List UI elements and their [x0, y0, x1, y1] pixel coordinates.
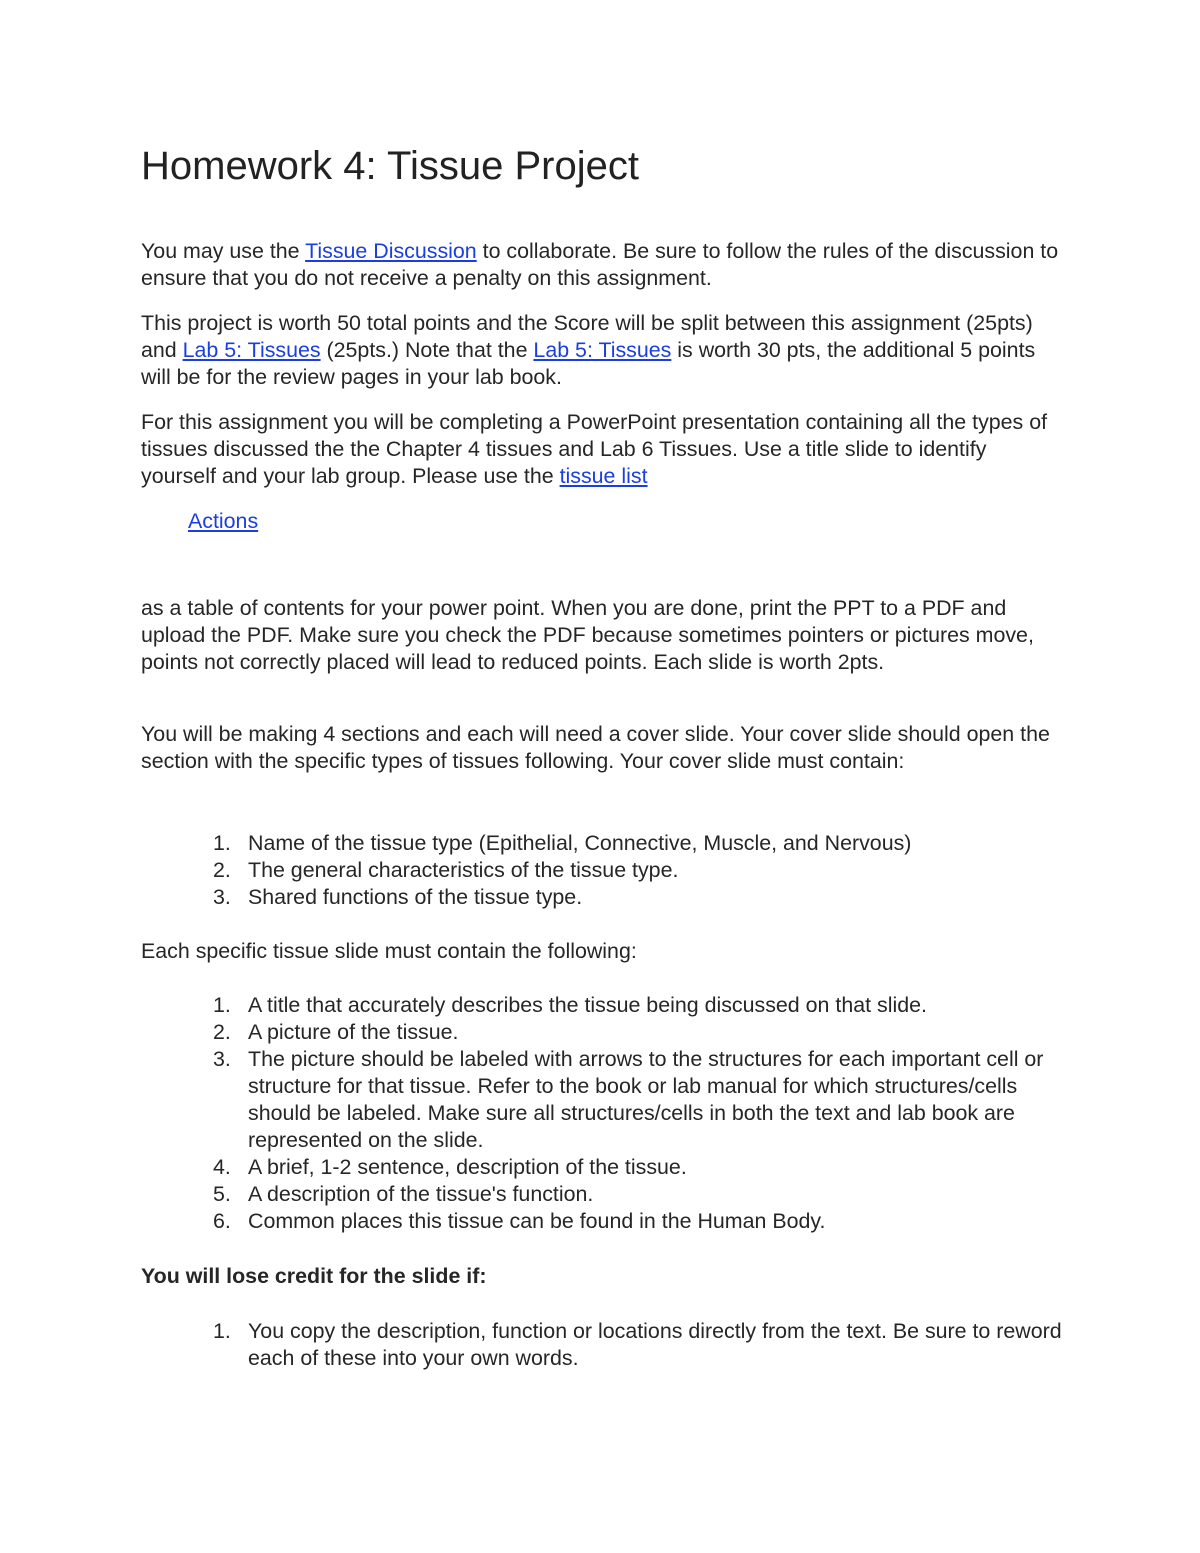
list-number: 3.: [213, 1047, 231, 1071]
list-number: 1.: [213, 993, 231, 1017]
list-item-text: A title that accurately describes the tissue being discussed on that slide.: [248, 993, 927, 1017]
list-item: [141, 1181, 1066, 1208]
list-item: [141, 1318, 1066, 1372]
actions-link[interactable]: Actions: [188, 509, 259, 533]
list-item-text: The general characteristics of the tissue type.: [248, 858, 679, 882]
points-text-b: (25pts.) Note that the: [320, 338, 534, 362]
assignment-paragraph: [141, 409, 1066, 490]
list-item-text: A description of the tissue's function.: [248, 1182, 594, 1206]
list-item: [141, 830, 1066, 857]
list-number: 5.: [213, 1182, 231, 1206]
list-item-text: A brief, 1-2 sentence, description of the tissue.: [248, 1155, 687, 1179]
lab5-tissues-link-2[interactable]: Lab 5: Tissues: [533, 338, 672, 362]
list-number: 6.: [213, 1209, 231, 1233]
list-item-text: You copy the description, function or locations directly from the text. Be sure to reword each of these into your own words.: [248, 1319, 1062, 1370]
list-number: 2.: [213, 1020, 231, 1044]
list-item: [141, 992, 1066, 1019]
cover-slide-list: [141, 830, 1066, 911]
points-paragraph: [141, 310, 1066, 391]
list-number: 1.: [213, 831, 231, 855]
list-item-text: Name of the tissue type (Epithelial, Connective, Muscle, and Nervous): [248, 831, 912, 855]
assignment-text: For this assignment you will be completing a PowerPoint presentation containing all the types of tissues discussed the the Chapter 4 tissues and Lab 6 Tissues. Use a title slide to identify yourself and your lab group. Please use the: [141, 410, 1048, 488]
list-item: [141, 884, 1066, 911]
points-text-a: This project is worth 50 total points and the Score will be split between this assignment (25pts) and: [141, 311, 1033, 362]
list-item-text: Common places this tissue can be found in the Human Body.: [248, 1209, 826, 1233]
page-title: Homework 4: Tissue Project: [141, 144, 639, 188]
points-text-c: is worth 30 pts, the additional 5 points will be for the review pages in your lab book.: [141, 338, 1036, 389]
intro-text-pre: You may use the: [141, 239, 306, 263]
list-item-text: The picture should be labeled with arrows to the structures for each important cell or structure for that tissue. Refer to the book or lab manual for which structures/cells should be labeled. Make sure all structures/cells in both the text and lab book are represented on the slide.: [248, 1047, 1044, 1152]
list-item: [141, 1208, 1066, 1235]
list-number: 2.: [213, 858, 231, 882]
sections-paragraph: You will be making 4 sections and each will need a cover slide. Your cover slide should open the section with the specific types of tissues following. Your cover slide must contain:: [141, 722, 1050, 773]
tissue-discussion-link[interactable]: Tissue Discussion: [305, 239, 477, 263]
list-number: 1.: [213, 1319, 231, 1343]
list-number: 3.: [213, 885, 231, 909]
lose-credit-list: [141, 1318, 1066, 1372]
lab5-tissues-link-1[interactable]: Lab 5: Tissues: [182, 338, 321, 362]
list-item-text: Shared functions of the tissue type.: [248, 885, 583, 909]
tissue-slide-list: [141, 992, 1066, 1235]
slide-requirements-heading: Each specific tissue slide must contain the following:: [141, 939, 637, 963]
intro-text-post: to collaborate. Be sure to follow the rules of the discussion to ensure that you do not receive a penalty on this assignment.: [141, 239, 1059, 290]
tissue-list-link[interactable]: tissue list: [559, 464, 648, 488]
lose-credit-heading: You will lose credit for the slide if:: [141, 1264, 487, 1288]
toc-paragraph: as a table of contents for your power point. When you are done, print the PPT to a PDF and upload the PDF. Make sure you check the PDF because sometimes pointers or pictures move, points not correctly placed will lead to reduced points. Each slide is worth 2pts.: [141, 596, 1034, 674]
intro-paragraph: [141, 238, 1066, 292]
list-item: [141, 1019, 1066, 1046]
list-item-text: A picture of the tissue.: [248, 1020, 459, 1044]
list-item: [141, 1046, 1066, 1154]
list-item: [141, 857, 1066, 884]
list-number: 4.: [213, 1155, 231, 1179]
list-item: [141, 1154, 1066, 1181]
